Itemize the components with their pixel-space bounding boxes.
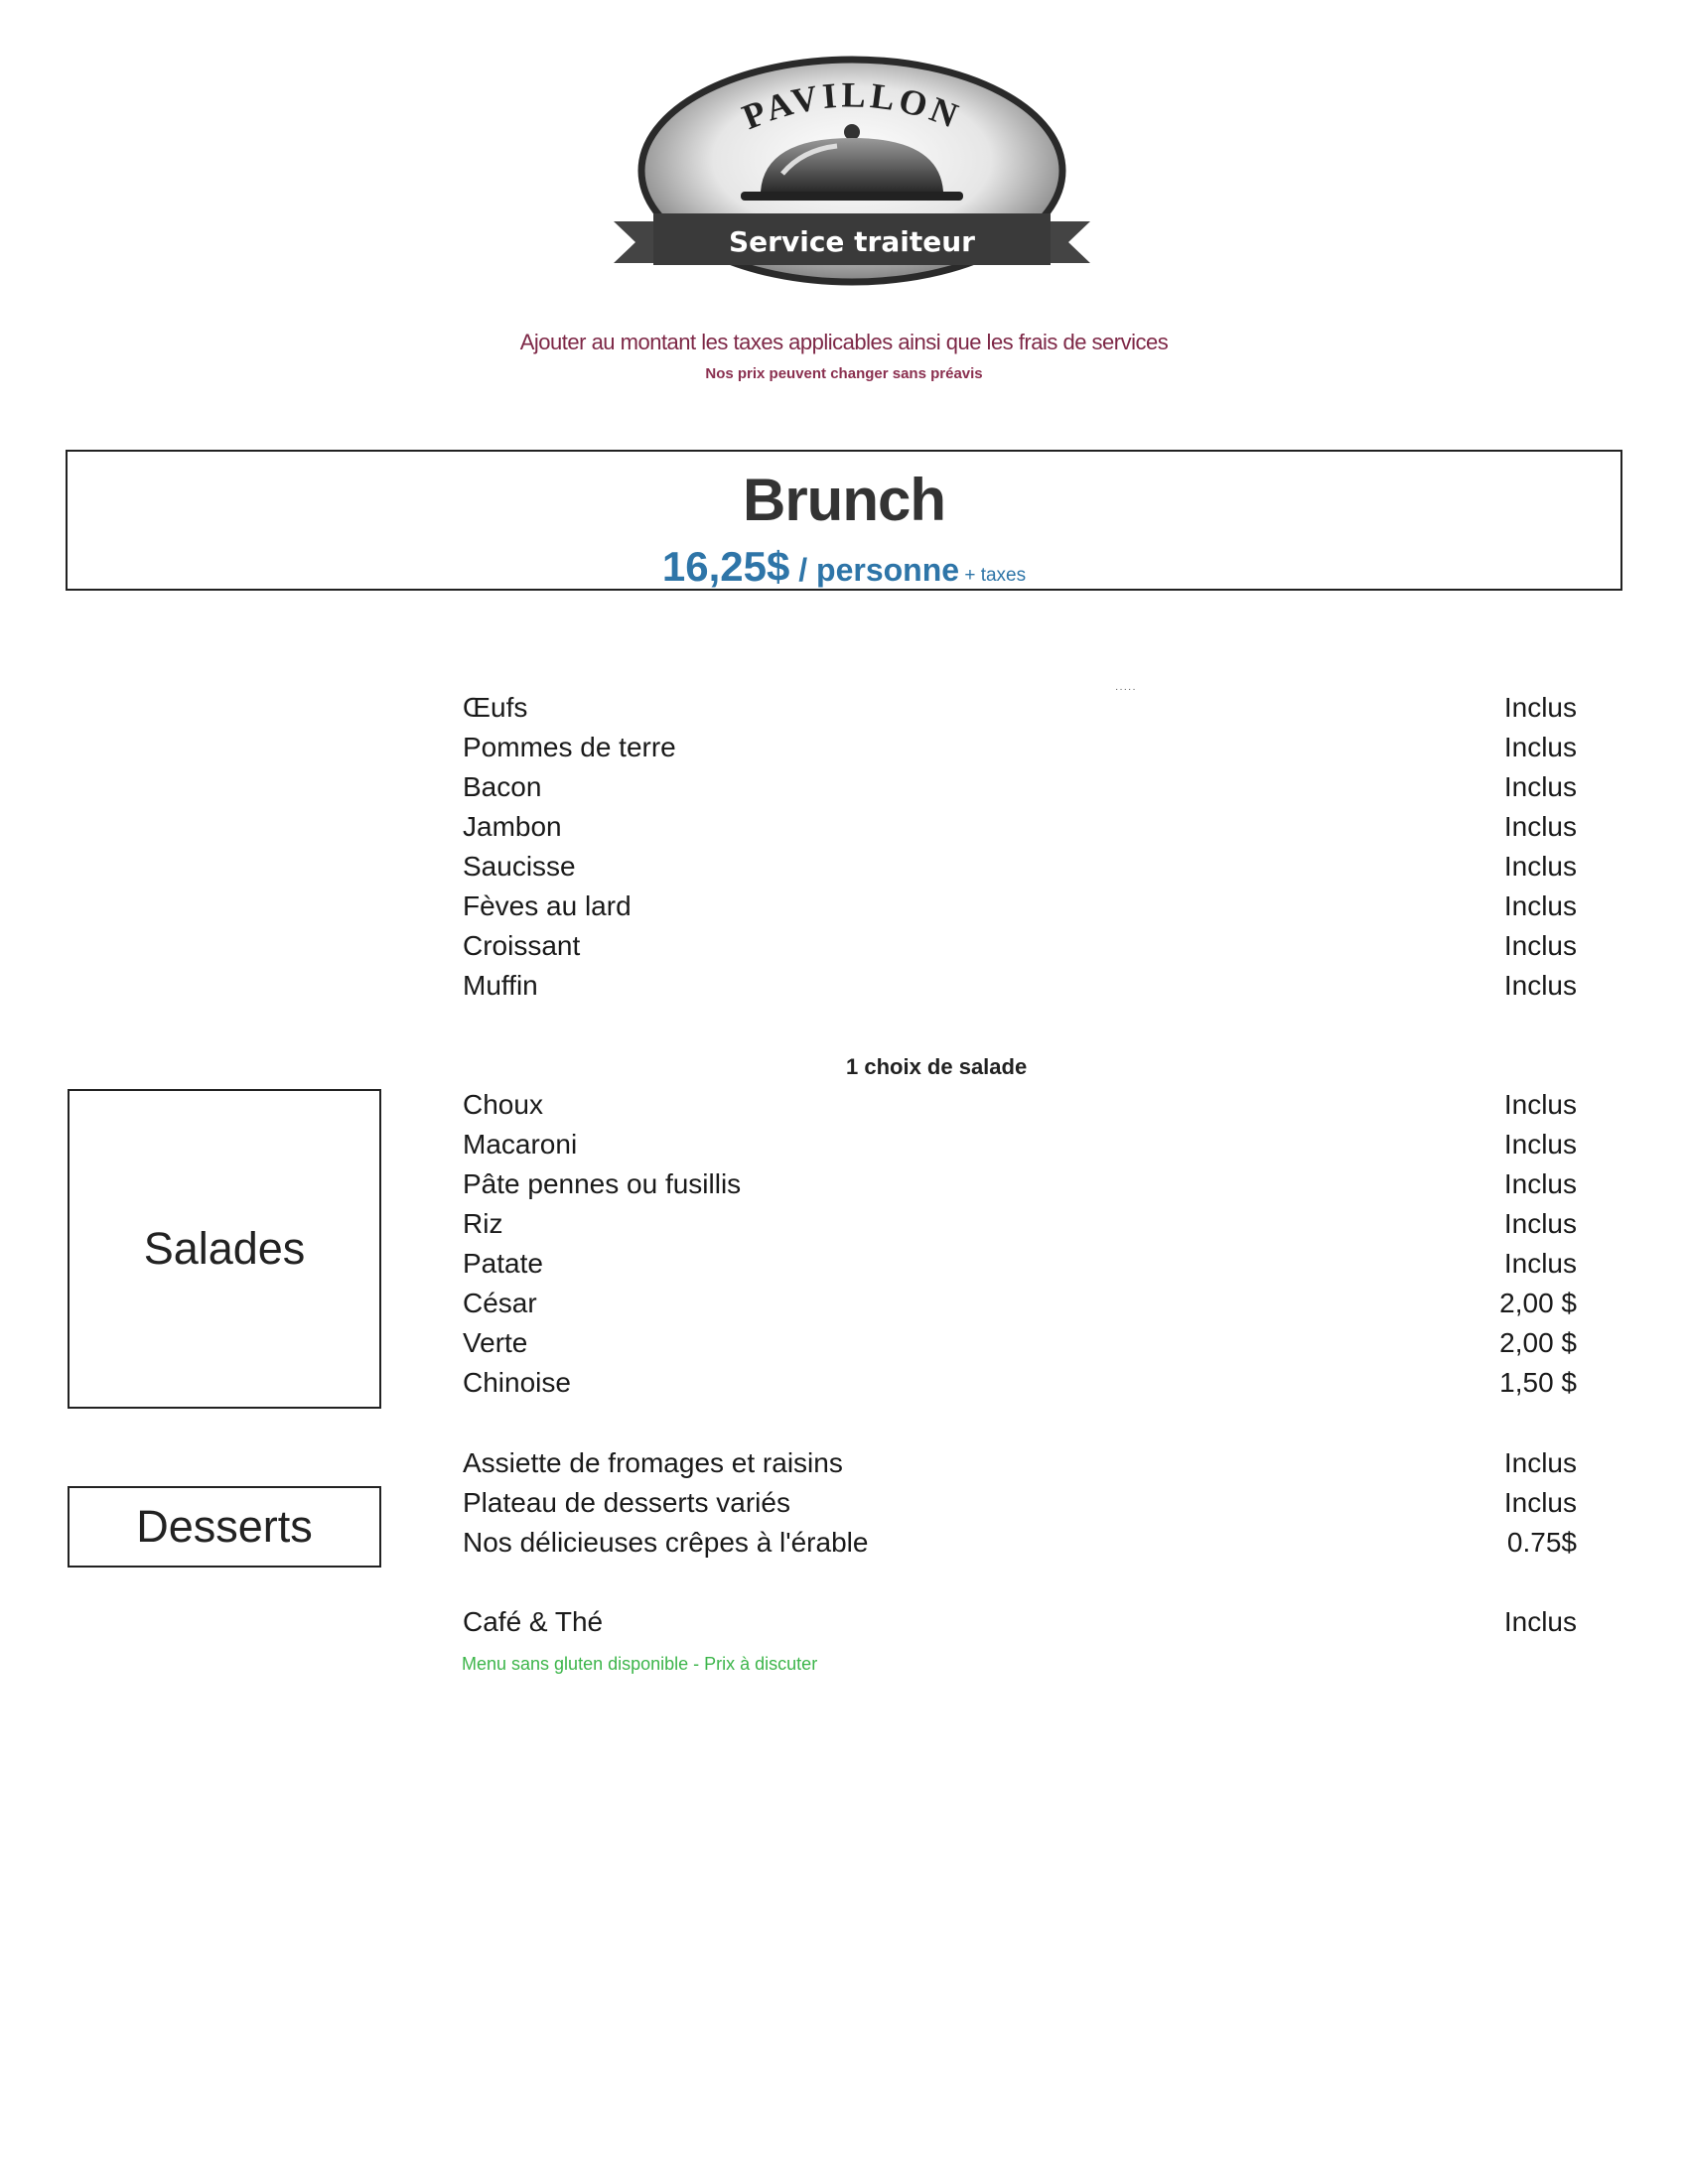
brunch-header-box — [66, 450, 1622, 591]
salad-item — [0, 1168, 1688, 1208]
dessert-item — [0, 1527, 1688, 1567]
gluten-free-note: Menu sans gluten disponible - Prix à discuter — [462, 1654, 818, 1674]
item-value: 2,00 $ — [1499, 1327, 1577, 1358]
item-value: Inclus — [1503, 1089, 1577, 1120]
item-name: Jambon — [463, 811, 562, 842]
item-value: Inclus — [1503, 890, 1577, 921]
item-name: Choux — [463, 1089, 543, 1120]
item-value: Inclus — [1503, 970, 1577, 1001]
salad-item — [0, 1129, 1688, 1168]
item-value: 1,50 $ — [1499, 1367, 1577, 1398]
item-value: 0.75$ — [1506, 1527, 1577, 1558]
salad-choice-note: 1 choix de salade — [846, 1054, 1028, 1079]
item-name: César — [463, 1288, 537, 1318]
item-name: Bacon — [463, 771, 542, 802]
menu-item — [0, 930, 1688, 970]
category-salades: Salades — [68, 1089, 381, 1409]
item-name: Patate — [463, 1248, 543, 1279]
menu-item — [0, 890, 1688, 930]
item-name: Muffin — [463, 970, 538, 1001]
menu-item — [0, 692, 1688, 732]
page-title: Brunch — [743, 467, 945, 533]
item-name: Plateau de desserts variés — [463, 1487, 790, 1518]
salad-item — [0, 1367, 1688, 1407]
salad-item — [0, 1208, 1688, 1248]
price-amount: 16,25$ — [661, 543, 790, 590]
item-name: Café & Thé — [463, 1606, 604, 1637]
item-name: Riz — [463, 1208, 503, 1239]
item-name: Pommes de terre — [463, 732, 676, 762]
salad-item — [0, 1089, 1688, 1129]
item-name: Fèves au lard — [463, 890, 632, 921]
menu-item — [0, 851, 1688, 890]
item-value: Inclus — [1503, 692, 1577, 723]
menu-item — [0, 970, 1688, 1010]
item-value: Inclus — [1503, 1129, 1577, 1160]
item-name: Croissant — [463, 930, 581, 961]
item-name: Pâte pennes ou fusillis — [463, 1168, 742, 1199]
salad-item — [0, 1327, 1688, 1367]
item-value: Inclus — [1503, 811, 1577, 842]
item-value: Inclus — [1503, 1248, 1577, 1279]
menu-item — [0, 811, 1688, 851]
drink-item — [0, 1606, 1688, 1646]
item-value: Inclus — [1503, 771, 1577, 802]
salad-item — [0, 1248, 1688, 1288]
item-value: Inclus — [1503, 1208, 1577, 1239]
item-name: Verte — [463, 1327, 528, 1358]
item-value: Inclus — [1503, 1606, 1577, 1637]
price-taxes: + taxes — [959, 565, 1027, 586]
item-value: Inclus — [1503, 1487, 1577, 1518]
item-name: Saucisse — [463, 851, 576, 882]
taxes-notice: Ajouter au montant les taxes applicables ainsi que les frais de services — [519, 330, 1169, 354]
dessert-item — [0, 1487, 1688, 1527]
scan-artifact: ····· — [1115, 684, 1137, 695]
item-name: Nos délicieuses crêpes à l'érable — [463, 1527, 869, 1558]
item-name: Œufs — [463, 692, 528, 723]
item-value: Inclus — [1503, 1447, 1577, 1478]
item-value: 2,00 $ — [1499, 1288, 1577, 1318]
item-value: Inclus — [1503, 851, 1577, 882]
salad-item — [0, 1288, 1688, 1327]
category-desserts: Desserts — [68, 1486, 381, 1568]
item-name: Assiette de fromages et raisins — [463, 1447, 843, 1478]
item-name: Macaroni — [463, 1129, 578, 1160]
item-name: Chinoise — [463, 1367, 571, 1398]
item-value: Inclus — [1503, 1168, 1577, 1199]
price-line — [68, 543, 1620, 591]
pavillon-logo — [614, 55, 1090, 303]
logo-tagline: Service traiteur — [729, 225, 975, 258]
dessert-item — [0, 1447, 1688, 1487]
item-value: Inclus — [1503, 732, 1577, 762]
price-unit: / personne — [789, 552, 960, 588]
menu-item — [0, 771, 1688, 811]
item-value: Inclus — [1503, 930, 1577, 961]
price-change-notice: Nos prix peuvent changer sans préavis — [705, 365, 983, 382]
menu-item — [0, 732, 1688, 771]
logo-brand: PAVILLON — [736, 74, 967, 138]
